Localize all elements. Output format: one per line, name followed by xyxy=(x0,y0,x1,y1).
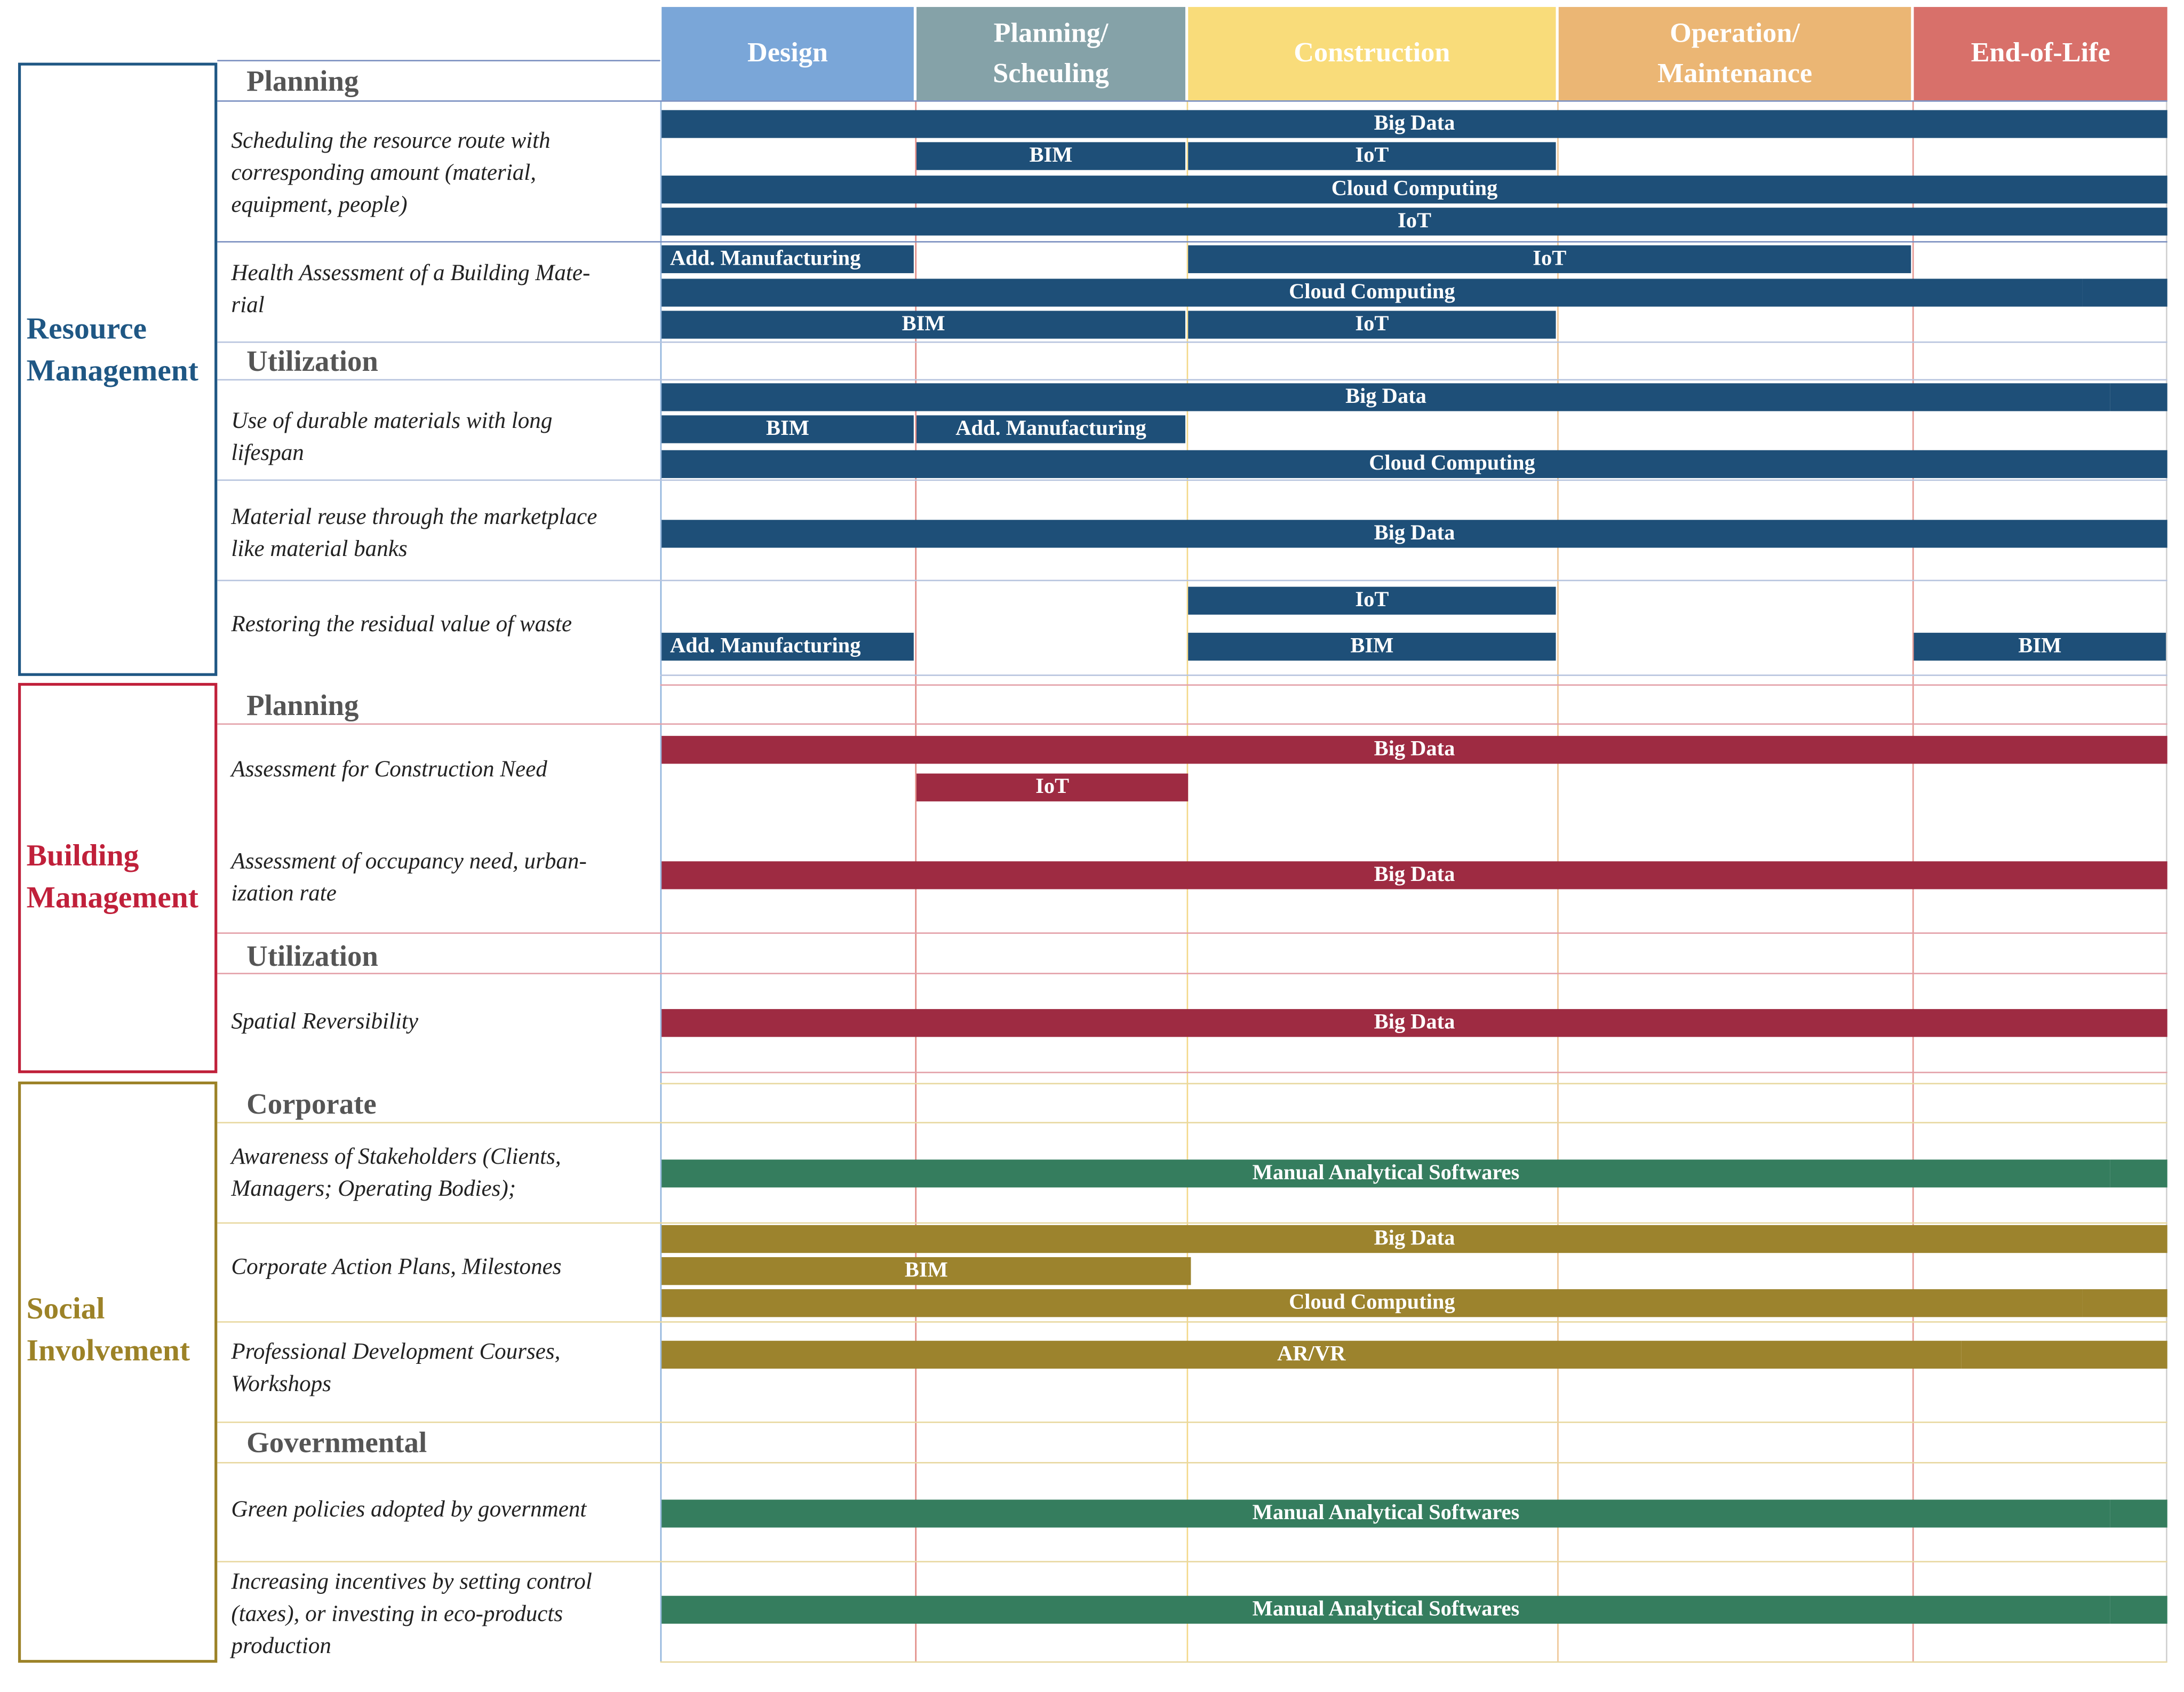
technology-bar: IoT xyxy=(1188,311,1556,338)
item-label-development-courses: Professional Development Courses, Workshops xyxy=(231,1338,561,1397)
row-divider xyxy=(217,241,2167,243)
subsection-label-planning: Planning xyxy=(246,688,359,722)
technology-bar: BIM xyxy=(1914,633,2166,661)
stage-header-operation: Operation/ Maintenance xyxy=(1559,7,1911,100)
row-divider xyxy=(217,1122,2167,1124)
subsection-label-utilization: Utilization xyxy=(246,344,378,378)
technology-bar: Cloud Computing xyxy=(661,450,2167,478)
technology-bar: Manual Analytical Softwares xyxy=(661,1500,2110,1528)
item-label-material-reuse: Material reuse through the marketplace like material banks xyxy=(231,503,597,562)
row-divider xyxy=(217,932,2167,934)
item-label-increasing-incentives: Increasing incentives by setting control (taxes), or investing in eco-products production xyxy=(231,1568,592,1659)
item-label-residual-value: Restoring the residual value of waste xyxy=(231,610,572,637)
row-divider xyxy=(217,580,2167,582)
technology-bar: Cloud Computing xyxy=(661,279,2082,306)
technology-bar-extension xyxy=(2082,1289,2167,1317)
item-label-health-assessment: Health Assessment of a Building Mate- rial xyxy=(231,259,591,318)
row-divider xyxy=(217,379,2167,380)
stage-header-planning: Planning/ Scheuling xyxy=(916,7,1185,100)
row-divider xyxy=(217,480,2167,481)
row-divider xyxy=(217,724,2167,725)
row-divider xyxy=(217,973,2167,974)
group-box-social-involvement xyxy=(18,1082,217,1663)
row-divider xyxy=(217,1421,2167,1423)
group-label-social-involvement: Social Involvement xyxy=(26,1290,190,1368)
row-divider xyxy=(660,684,2167,686)
technology-bar: IoT xyxy=(1188,142,1556,170)
group-label-resource-management: Resource Management xyxy=(26,311,198,388)
technology-bar: IoT xyxy=(1188,245,1911,273)
item-label-stakeholder-awareness: Awareness of Stakeholders (Clients, Managers; Operating Bodies); xyxy=(231,1142,561,1202)
technology-bar: BIM xyxy=(916,142,1185,170)
row-divider xyxy=(217,1321,2167,1323)
subsection-label-governmental: Governmental xyxy=(246,1426,427,1459)
technology-bar: Cloud Computing xyxy=(661,1289,2082,1317)
item-label-action-plans: Corporate Action Plans, Milestones xyxy=(231,1253,562,1280)
row-divider xyxy=(660,1072,2167,1074)
technology-bar: IoT xyxy=(661,208,2167,235)
technology-bar: AR/VR xyxy=(661,1341,1961,1369)
technology-bar-extension xyxy=(2110,1159,2167,1187)
subsection-label-planning: Planning xyxy=(246,64,359,98)
technology-bar: Big Data xyxy=(661,383,2110,411)
technology-bar-extension xyxy=(2110,1596,2167,1624)
row-divider xyxy=(660,674,2167,676)
technology-bar-extension xyxy=(2110,383,2167,411)
row-divider xyxy=(217,100,2167,102)
technology-bar: BIM xyxy=(661,311,1185,338)
row-divider xyxy=(660,1662,2167,1663)
row-divider xyxy=(660,1083,2167,1085)
row-divider xyxy=(217,341,2167,343)
row-divider xyxy=(217,1462,2167,1464)
item-label-occupancy-need: Assessment of occupancy need, urban- ization rate xyxy=(231,847,587,906)
technology-bar: Big Data xyxy=(661,110,2167,138)
technology-bar: Big Data xyxy=(661,1225,2167,1253)
item-label-durable-materials: Use of durable materials with long lifespan xyxy=(231,407,553,466)
stage-header-end-of-life: End-of-Life xyxy=(1914,7,2167,100)
subsection-label-corporate: Corporate xyxy=(246,1087,377,1121)
technology-bar: Manual Analytical Softwares xyxy=(661,1596,2110,1624)
technology-bar: Big Data xyxy=(661,520,2167,547)
technology-bar: IoT xyxy=(1188,587,1556,615)
row-divider xyxy=(217,60,660,61)
technology-bar: Manual Analytical Softwares xyxy=(661,1159,2110,1187)
technology-bar: BIM xyxy=(661,415,914,443)
technology-bar: Big Data xyxy=(661,861,2167,889)
technology-bar: BIM xyxy=(661,1257,1191,1285)
item-label-resource-scheduling: Scheduling the resource route with corresponding amount (material, equipment, people) xyxy=(231,126,551,218)
technology-bar: Add. Manufacturing xyxy=(661,245,914,273)
technology-bar-extension xyxy=(1961,1341,2167,1369)
group-label-building-management: Building Management xyxy=(26,837,198,915)
row-divider xyxy=(217,1222,2167,1224)
item-label-construction-need: Assessment for Construction Need xyxy=(231,755,547,782)
technology-bar: BIM xyxy=(1188,633,1556,661)
technology-bar: Add. Manufacturing xyxy=(661,633,914,661)
technology-bar: Add. Manufacturing xyxy=(916,415,1185,443)
row-divider xyxy=(217,1561,2167,1562)
technology-bar-extension xyxy=(2082,279,2167,306)
technology-bar: Big Data xyxy=(661,736,2167,764)
technology-bar: IoT xyxy=(916,774,1188,801)
stage-header-design: Design xyxy=(661,7,914,100)
subsection-label-utilization: Utilization xyxy=(246,939,378,973)
item-label-spatial-reversibility: Spatial Reversibility xyxy=(231,1007,418,1035)
stage-header-construction: Construction xyxy=(1188,7,1556,100)
item-label-green-policies: Green policies adopted by government xyxy=(231,1495,587,1522)
technology-bar: Cloud Computing xyxy=(661,176,2167,203)
technology-bar-extension xyxy=(2110,1500,2167,1528)
technology-bar: Big Data xyxy=(661,1009,2167,1037)
